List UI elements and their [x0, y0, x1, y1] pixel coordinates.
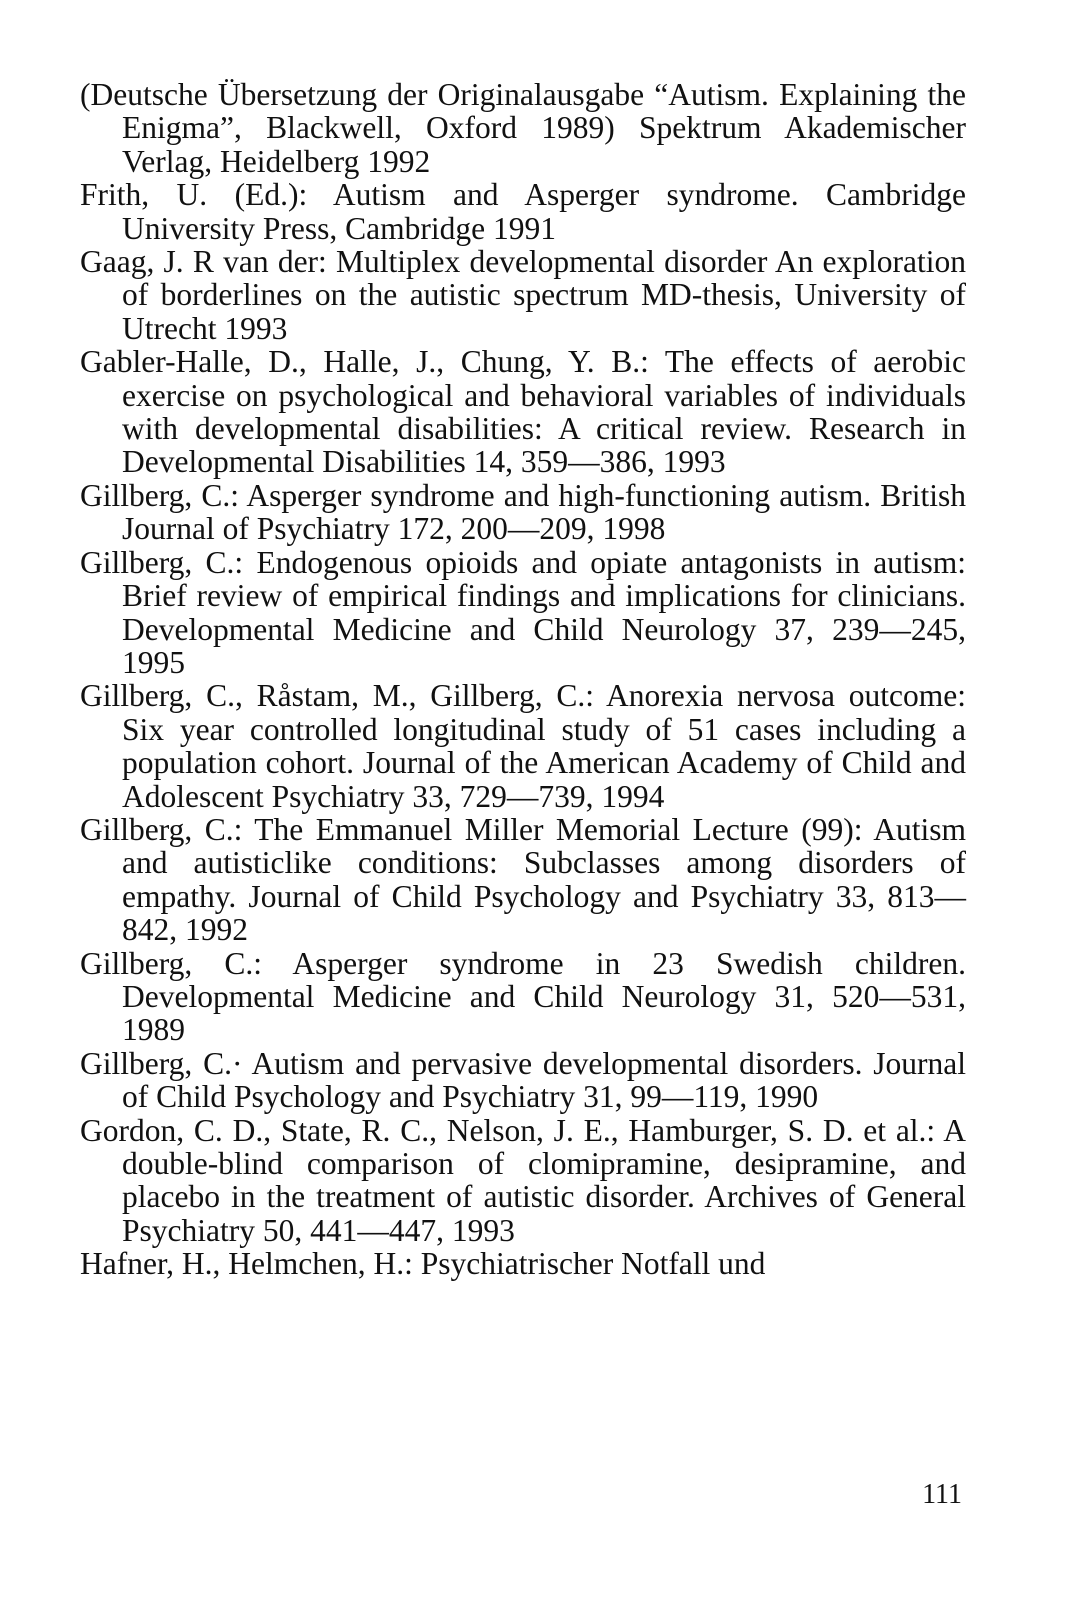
- reference-list: [80, 78, 966, 1281]
- reference-entry: Gillberg, C.: Asperger syndrome and high-functioning autism. British Journal of Psychiatry 172, 200—209, 1998: [80, 477, 966, 547]
- reference-entry: Gordon, C. D., State, R. C., Nelson, J. E., Hamburger, S. D. et al.: A double-blind comparison of clomipramine, desipramine, and placebo in the treatment of autistic disorder. Archives of General Psychiatry 50, 441—447, 1993: [80, 1112, 966, 1248]
- reference-entry: Gillberg, C.: Asperger syndrome in 23 Swedish children. Developmental Medicine and Child Neurology 31, 520—531, 1989: [80, 945, 966, 1048]
- reference-entry: Frith, U. (Ed.): Autism and Asperger syndrome. Cambridge University Press, Cambridge 1991: [80, 177, 966, 246]
- page-number: 111: [922, 1479, 962, 1510]
- reference-entry: Gillberg, C., Råstam, M., Gillberg, C.: Anorexia nervosa outcome: Six year controlled longitudinal study of 51 cases including a population cohort. Journal of the American Academy of Child and Adolescent Psychiatry 33, 729—739, 1994: [80, 678, 966, 814]
- reference-entry: Gillberg, C.: Endogenous opioids and opiate antagonists in autism: Brief review of empirical findings and implications for clinicians. Developmental Medicine and Child Neurology 37, 239—245, 1995: [80, 544, 966, 680]
- reference-entry: Gillberg, C.: The Emmanuel Miller Memorial Lecture (99): Autism and autisticlike conditions: Subclasses among disorders of empathy. Journal of Child Psychology and Psychiatry 33, 813—842, 1992: [80, 811, 966, 948]
- reference-entry: Gillberg, C.· Autism and pervasive developmental disorders. Journal of Child Psychology and Psychiatry 31, 99—119, 1990: [80, 1045, 966, 1115]
- reference-entry: (Deutsche Übersetzung der Originalausgabe “Autism. Explaining the Enigma”, Blackwell, Oxford 1989) Spektrum Akademischer Verlag, Heidelberg 1992: [80, 77, 966, 179]
- reference-entry: Gaag, J. R van der: Multiplex developmental disorder An exploration of borderlines on the autistic spectrum MD-thesis, University of Utrecht 1993: [80, 244, 966, 346]
- reference-entry: Gabler-Halle, D., Halle, J., Chung, Y. B.: The effects of aerobic exercise on psychological and behavioral variables of individuals with developmental disabilities: A critical review. Research in Developmental Disabilities 14, 359—386, 1993: [80, 344, 966, 480]
- reference-entry: Hafner, H., Helmchen, H.: Psychiatrischer Notfall und: [80, 1246, 766, 1282]
